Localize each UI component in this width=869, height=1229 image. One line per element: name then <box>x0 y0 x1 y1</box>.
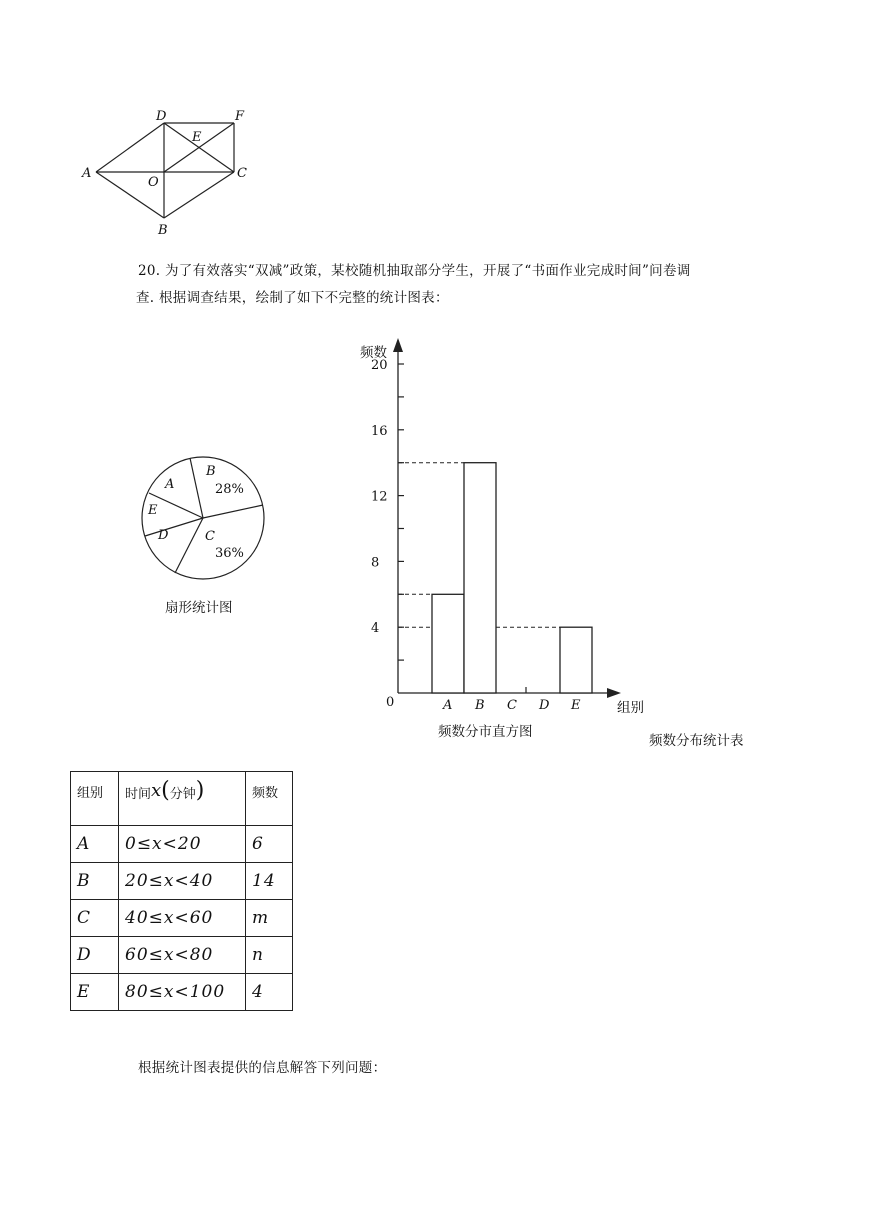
histogram-bar <box>560 627 592 693</box>
pie-chart <box>130 450 280 620</box>
origin-label: 0 <box>386 695 395 710</box>
point-label-d: D <box>156 109 167 124</box>
cell-freq: 4 <box>246 974 293 1011</box>
cell-group: E <box>71 974 119 1011</box>
table-row <box>71 826 293 863</box>
cell-freq: m <box>246 900 293 937</box>
x-tick-label: B <box>475 698 485 713</box>
header-time-open: ( <box>161 778 170 803</box>
histogram-caption: 频数分市直方图 <box>438 724 533 740</box>
pie-divider-de <box>145 518 203 536</box>
question-line-1: 20. 为了有效落实“双减”政策，某校随机抽取部分学生，开展了“书面作业完成时间”问卷调 <box>138 263 691 279</box>
frequency-table <box>70 771 293 1011</box>
header-group: 组别 <box>71 772 119 826</box>
cell-range: 20≤x<40 <box>119 863 246 900</box>
y-axis-label: 频数 <box>360 345 387 361</box>
cell-range: 80≤x<100 <box>119 974 246 1011</box>
point-label-c: C <box>237 166 247 181</box>
cell-group: D <box>71 937 119 974</box>
point-label-e: E <box>192 130 202 145</box>
cell-group: A <box>71 826 119 863</box>
cell-group: C <box>71 900 119 937</box>
table-row <box>71 900 293 937</box>
x-axis-arrow <box>607 688 621 698</box>
header-time-close: ) <box>195 778 205 803</box>
y-tick-label: 20 <box>371 358 388 373</box>
pie-label-d: D <box>158 528 169 543</box>
point-label-b: B <box>158 223 168 238</box>
x-axis-label: 组别 <box>617 700 644 716</box>
y-tick-label: 8 <box>371 555 380 571</box>
cell-freq: 14 <box>246 863 293 900</box>
histogram-bar <box>432 594 464 693</box>
table-header-row <box>71 772 293 826</box>
y-tick-label: 4 <box>371 621 380 637</box>
pie-divider-ab <box>190 458 203 518</box>
pie-percent-b: 28% <box>215 482 244 497</box>
y-tick-label: 12 <box>371 489 388 505</box>
header-time-unit: 分钟 <box>169 787 196 802</box>
cell-freq: n <box>246 937 293 974</box>
y-axis-arrow <box>393 338 403 352</box>
x-tick-label: E <box>571 698 581 713</box>
instruction-text: 根据统计图表提供的信息解答下列问题： <box>138 1060 387 1076</box>
cell-group: B <box>71 863 119 900</box>
pie-percent-c: 36% <box>215 546 244 561</box>
pie-divider-cd <box>175 518 203 573</box>
cell-freq: 6 <box>246 826 293 863</box>
point-label-a: A <box>82 166 92 181</box>
pie-label-a: A <box>165 477 175 492</box>
pie-label-c: C <box>205 529 215 544</box>
x-tick-label: C <box>507 698 517 713</box>
header-time-prefix: 时间 <box>125 787 152 802</box>
cell-range: 0≤x<20 <box>119 826 246 863</box>
point-label-f: F <box>235 109 245 124</box>
question-line-2: 查. 根据调查结果，绘制了如下不完整的统计图表： <box>136 290 449 306</box>
header-time-var: x <box>151 780 162 801</box>
cell-range: 60≤x<80 <box>119 937 246 974</box>
histogram-chart <box>340 330 660 750</box>
header-time <box>119 772 246 826</box>
table-row <box>71 974 293 1011</box>
x-tick-label: A <box>443 698 453 713</box>
header-freq: 频数 <box>246 772 293 826</box>
pie-caption: 扇形统计图 <box>165 600 233 616</box>
point-label-o: O <box>148 175 159 190</box>
y-tick-label: 16 <box>371 423 388 439</box>
pie-label-e: E <box>148 503 158 518</box>
cell-range: 40≤x<60 <box>119 900 246 937</box>
question-text <box>138 258 838 312</box>
pie-label-b: B <box>206 464 216 479</box>
table-row <box>71 937 293 974</box>
histogram-bar <box>464 463 496 693</box>
table-row <box>71 863 293 900</box>
pie-divider-bc <box>203 505 263 518</box>
x-tick-label: D <box>539 698 550 713</box>
table-title: 频数分布统计表 <box>649 733 744 749</box>
geometry-figure <box>70 100 270 240</box>
